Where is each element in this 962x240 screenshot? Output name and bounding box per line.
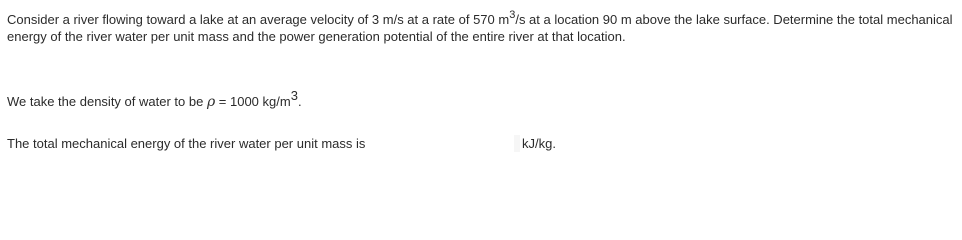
density-prefix: We take the density of water to be (7, 94, 207, 109)
problem-statement (7, 11, 955, 45)
problem-text-part1: Consider a river flowing toward a lake at an average velocity of 3 m/s at a rate of 570 m (7, 12, 510, 27)
density-suffix: . (297, 94, 302, 109)
density-value: = 1000 kg/m (215, 94, 291, 109)
answer-unit: kJ/kg. (522, 136, 556, 151)
density-statement (7, 88, 302, 111)
flow-rate-exponent: 3 (509, 9, 516, 21)
answer-prompt (7, 135, 365, 155)
density-symbol: ρ (206, 94, 216, 110)
problem-text-part2: /s at a location 90 m above the lake surface. Determine the total mechanical energy of the river water per unit mass and the power generation potential of the entire river at that location. (7, 12, 953, 44)
density-exponent: 3 (290, 88, 298, 103)
answer-label: The total mechanical energy of the river water per unit mass is (7, 136, 366, 151)
answer-input[interactable] (514, 135, 520, 152)
